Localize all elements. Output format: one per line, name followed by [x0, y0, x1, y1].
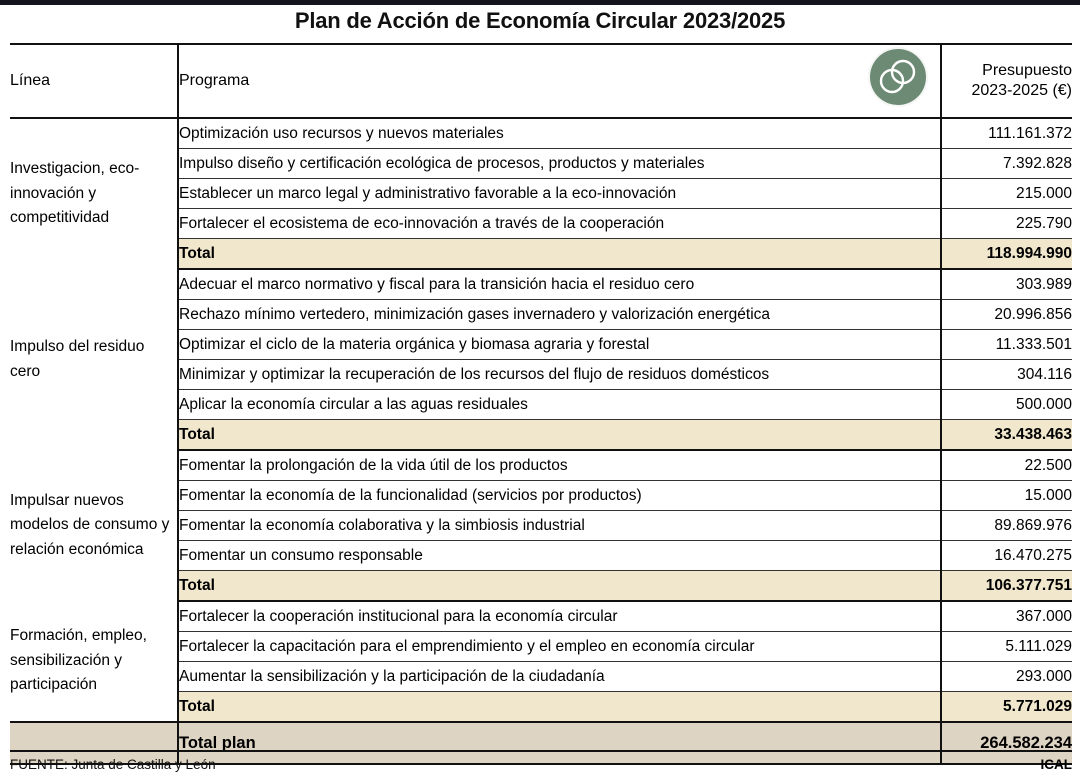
table-header-row	[10, 44, 1072, 118]
footer-source: FUENTE: Junta de Castilla y León	[10, 757, 216, 772]
presupuesto-line-1: Presupuesto	[982, 62, 1072, 80]
presupuesto-cell: 7.392.828	[941, 149, 1072, 179]
section-total-label: Total	[178, 420, 941, 451]
presupuesto-cell: 20.996.856	[941, 300, 1072, 330]
presupuesto-cell: 5.111.029	[941, 632, 1072, 662]
section-total-value: 118.994.990	[941, 239, 1072, 270]
linea-cell: Impulso del residuo cero	[10, 269, 178, 450]
footer	[10, 750, 1072, 772]
section-total-label: Total	[178, 239, 941, 270]
programa-cell: Fortalecer la cooperación institucional para la economía circular	[178, 601, 941, 632]
linea-cell: Investigacion, eco-innovación y competitividad	[10, 118, 178, 269]
presupuesto-cell: 215.000	[941, 179, 1072, 209]
column-header-programa-label: Programa	[179, 72, 250, 89]
section-total-value: 5.771.029	[941, 692, 1072, 723]
presupuesto-cell: 15.000	[941, 481, 1072, 511]
footer-agency: ICAL	[1040, 757, 1072, 772]
grand-total-value: 264.582.234	[941, 722, 1072, 764]
programa-cell: Aumentar la sensibilización y la participación de la ciudadanía	[178, 662, 941, 692]
presupuesto-line-2: 2023-2025 (€)	[971, 82, 1072, 99]
column-header-presupuesto	[941, 44, 1072, 118]
presupuesto-cell: 111.161.372	[941, 118, 1072, 149]
programa-cell: Impulso diseño y certificación ecológica de procesos, productos y materiales	[178, 149, 941, 179]
programa-cell: Fortalecer la capacitación para el emprendimiento y el empleo en economía circular	[178, 632, 941, 662]
grand-total-label: Total plan	[178, 722, 941, 764]
programa-cell: Rechazo mínimo vertedero, minimización gases invernadero y valorización energética	[178, 300, 941, 330]
section-total-value: 106.377.751	[941, 571, 1072, 602]
two-overlapping-circles-logo-icon	[866, 45, 930, 109]
section-total-label: Total	[178, 692, 941, 723]
top-bar	[0, 0, 1080, 5]
presupuesto-cell: 16.470.275	[941, 541, 1072, 571]
page-title: Plan de Acción de Economía Circular 2023/2025	[294, 8, 786, 33]
budget-table-container	[10, 43, 1072, 765]
programa-cell: Establecer un marco legal y administrativo favorable a la eco-innovación	[178, 179, 941, 209]
presupuesto-cell: 22.500	[941, 450, 1072, 481]
programa-cell: Aplicar la economía circular a las aguas residuales	[178, 390, 941, 420]
programa-cell: Fomentar la prolongación de la vida útil de los productos	[178, 450, 941, 481]
budget-table	[10, 43, 1072, 765]
presupuesto-cell: 500.000	[941, 390, 1072, 420]
linea-cell: Formación, empleo, sensibilización y participación	[10, 601, 178, 722]
programa-cell: Minimizar y optimizar la recuperación de los recursos del flujo de residuos domésticos	[178, 360, 941, 390]
programa-cell: Adecuar el marco normativo y fiscal para la transición hacia el residuo cero	[178, 269, 941, 300]
presupuesto-cell: 304.116	[941, 360, 1072, 390]
column-header-linea: Línea	[10, 44, 178, 118]
table-row	[10, 118, 1072, 149]
linea-cell: Impulsar nuevos modelos de consumo y relación económica	[10, 450, 178, 601]
programa-cell: Fomentar la economía de la funcionalidad (servicios por productos)	[178, 481, 941, 511]
section-total-value: 33.438.463	[941, 420, 1072, 451]
presupuesto-cell: 293.000	[941, 662, 1072, 692]
table-row	[10, 450, 1072, 481]
presupuesto-cell: 303.989	[941, 269, 1072, 300]
programa-cell: Optimizar el ciclo de la materia orgánica y biomasa agraria y forestal	[178, 330, 941, 360]
programa-cell: Fortalecer el ecosistema de eco-innovación a través de la cooperación	[178, 209, 941, 239]
presupuesto-cell: 89.869.976	[941, 511, 1072, 541]
programa-cell: Fomentar la economía colaborativa y la simbiosis industrial	[178, 511, 941, 541]
column-header-programa	[178, 44, 941, 118]
section-total-label: Total	[178, 571, 941, 602]
presupuesto-cell: 11.333.501	[941, 330, 1072, 360]
presupuesto-cell: 367.000	[941, 601, 1072, 632]
table-row	[10, 269, 1072, 300]
programa-cell: Fomentar un consumo responsable	[178, 541, 941, 571]
table-row	[10, 601, 1072, 632]
programa-cell: Optimización uso recursos y nuevos materiales	[178, 118, 941, 149]
presupuesto-cell: 225.790	[941, 209, 1072, 239]
